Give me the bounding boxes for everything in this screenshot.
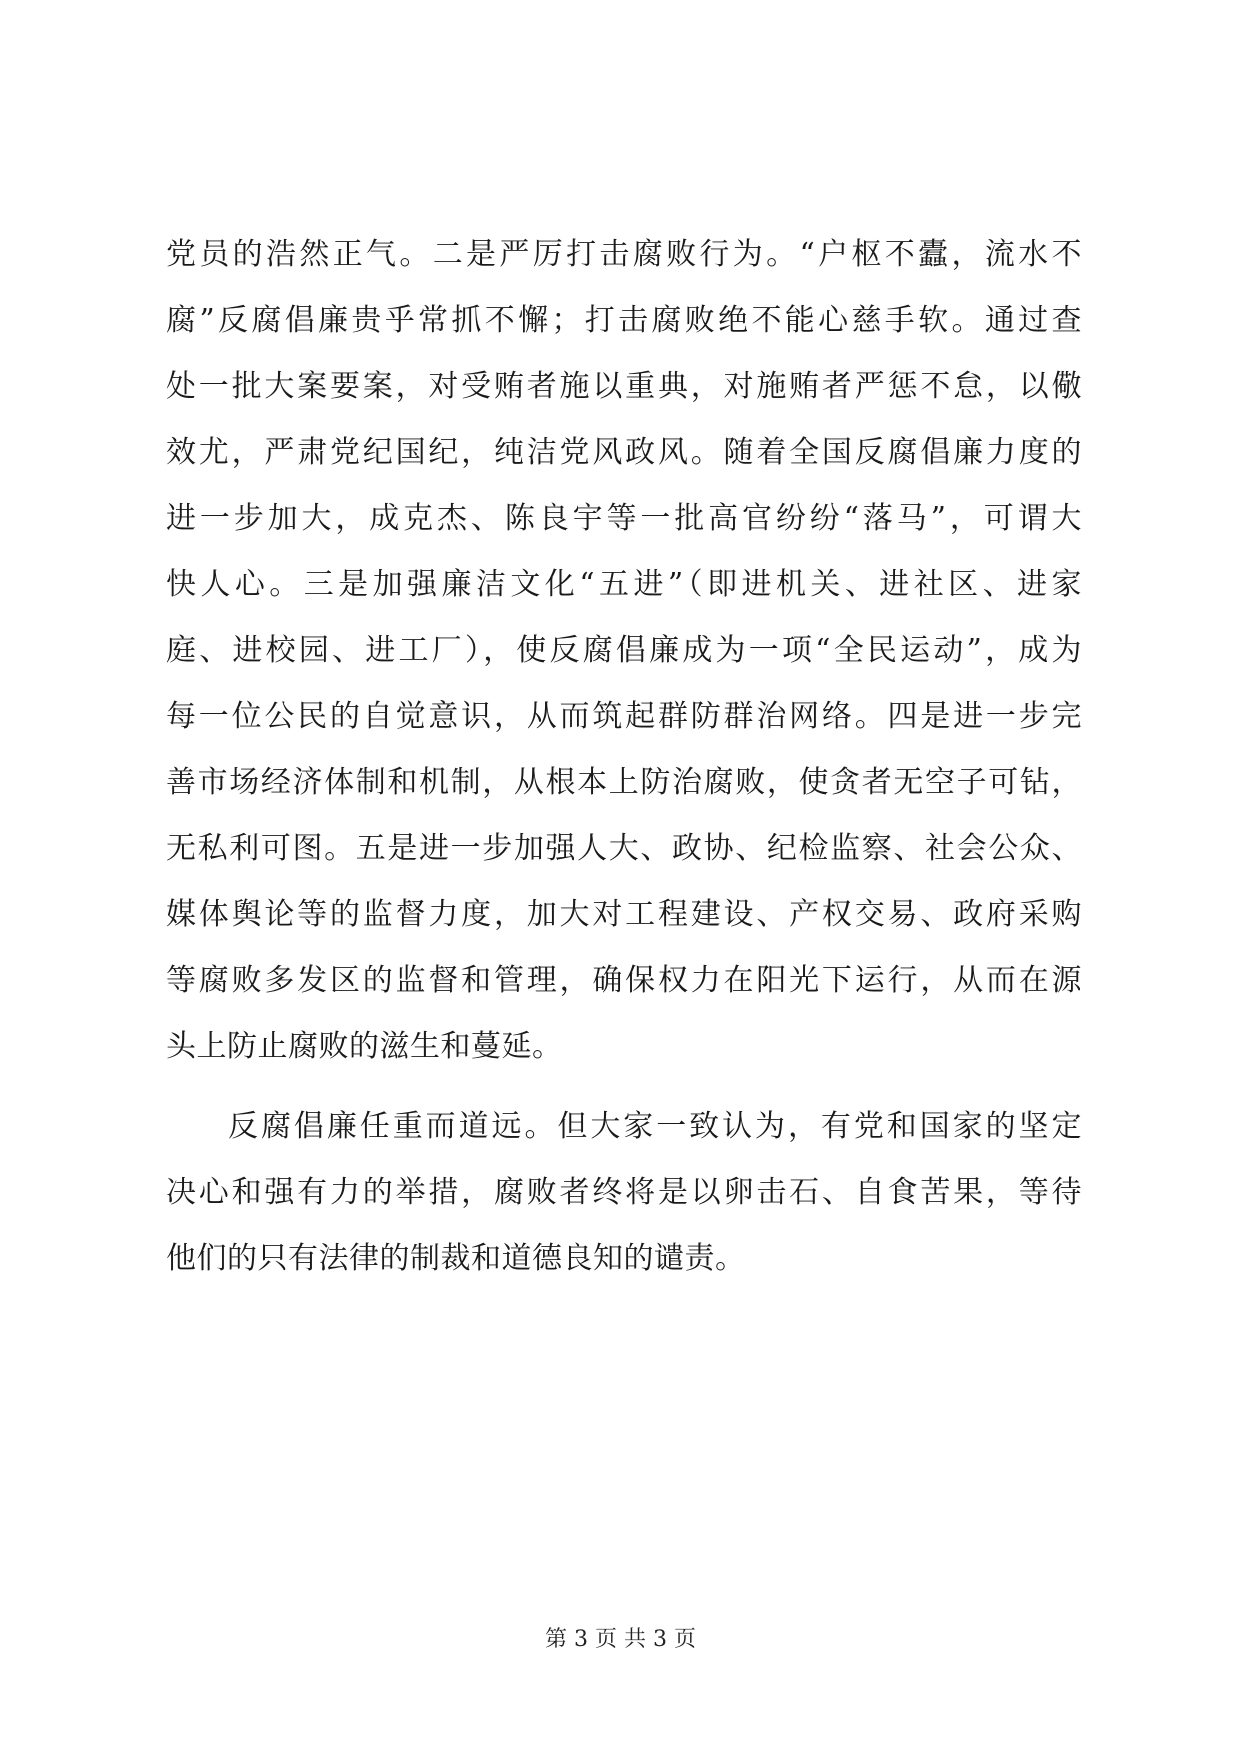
text-line: 进一步加大，成克杰、陈良宇等一批高官纷纷“落马”，可谓大 (166, 501, 1082, 536)
text-line: 等腐败多发区的监督和管理，确保权力在阳光下运行，从而在源 (166, 963, 1082, 998)
text-line: 庭、进校园、进工厂），使反腐倡廉成为一项“全民运动”，成为 (166, 633, 1082, 668)
page-number-footer: 第 3 页 共 3 页 (545, 1627, 696, 1652)
text-line: 决心和强有力的举措，腐败者终将是以卵击石、自食苦果，等待 (166, 1175, 1082, 1210)
text-line: 善市场经济体制和机制，从根本上防治腐败，使贪者无空子可钻， (166, 765, 1082, 800)
text-line: 效尤，严肃党纪国纪，纯洁党风政风。随着全国反腐倡廉力度的 (166, 435, 1082, 470)
text-line: 快人心。三是加强廉洁文化“五进”（即进机关、进社区、进家 (166, 567, 1082, 602)
text-line: 无私利可图。五是进一步加强人大、政协、纪检监察、社会公众、 (166, 831, 1082, 866)
paragraph-spacer (166, 1080, 1082, 1094)
text-line: 腐”反腐倡廉贵乎常抓不懈；打击腐败绝不能心慈手软。通过查 (166, 303, 1082, 338)
paragraph-2 (166, 1094, 1082, 1292)
text-line: 头上防止腐败的滋生和蔓延。 (166, 1029, 563, 1064)
text-line: 媒体舆论等的监督力度，加大对工程建设、产权交易、政府采购 (166, 897, 1082, 932)
text-line: 处一批大案要案，对受贿者施以重典，对施贿者严惩不怠，以儆 (166, 369, 1082, 404)
text-line: 反腐倡廉任重而道远。但大家一致认为，有党和国家的坚定 (228, 1109, 1082, 1144)
text-line: 每一位公民的自觉意识，从而筑起群防群治网络。四是进一步完 (166, 699, 1082, 734)
text-line: 他们的只有法律的制裁和道德良知的谴责。 (166, 1241, 746, 1276)
paragraph-1 (166, 222, 1082, 1080)
document-body (166, 222, 1082, 1292)
text-line: 党员的浩然正气。二是严厉打击腐败行为。“户枢不蠹，流水不 (166, 237, 1082, 272)
